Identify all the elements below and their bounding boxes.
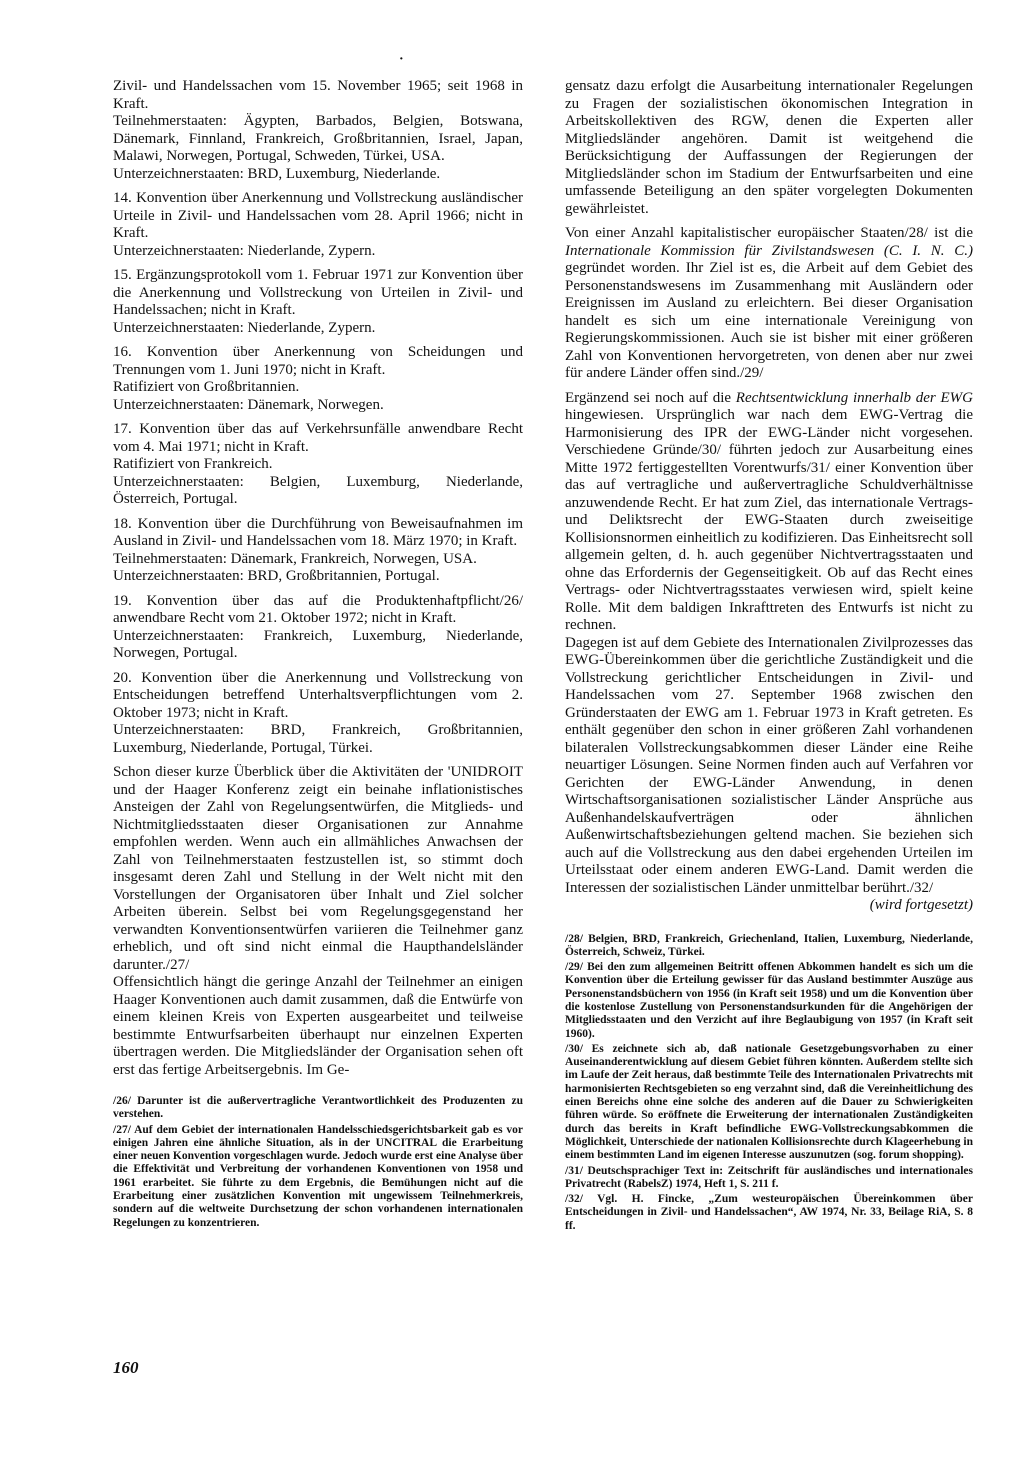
right-column [565, 78, 973, 1233]
footnote-28: /28/ Belgien, BRD, Frankreich, Griechenland, Italien, Luxemburg, Niederlande, Österreich, Schweiz, Türkei. [565, 932, 973, 958]
text-run: gegründet worden. Ihr Ziel ist es, die Arbeit auf dem Gebiet des Personenstandswesens im Zusammenhang mit Ausländern oder Ereignissen im Ausland zu erleichtern. Bei dieser Organisation handelt es sich um eine internationale Vereinigung von Regierungskommissionen. Auch sie ist bisher mit einer größeren Zahl von Konventionen hervorgetreten, von denen aber nur zwei für andere Länder offen sind./29/ [565, 260, 973, 381]
paragraph: Unterzeichnerstaaten: Dänemark, Norwegen. [113, 396, 384, 413]
continuation-note [565, 897, 973, 915]
footnote-32: /32/ Vgl. H. Fincke, „Zum westeuropäischen Übereinkommen über Entscheidungen in Zivil- und Handelssachen“, AW 1974, Nr. 33, Beilage RiA, S. 8 ff. [565, 1193, 973, 1232]
paragraph: Unterzeichnerstaaten: Niederlande, Zypern. [113, 319, 376, 336]
body-paragraph: Schon dieser kurze Überblick über die Aktivitäten der 'UNIDROIT und der Haager Konferenz zeigt ein beinahe inflationistisches Ansteigen der Zahl von Regelungsentwürfen, die Mitglieds- und Nichtmitgliedsstaaten dieser Organisationen zur Annahme empfohlen werden. Wenn auch ein allmähliches Anwachsen der Zahl von Teilnehmerstaaten festzustellen ist, so stimmt doch insgesamt deren Zahl und Stellung in der Welt nicht mit den Vorstellungen der Organisatoren über Inhalt und Ziel solcher Arbeiten überein. Selbst bei vom Regelungsgegenstand her verwandten Konventionsentwürfen variieren die Teilnehmer ganz erheblich, und oft sind nicht einmal die Haupthandelsländer darunter./27/ [113, 764, 523, 973]
convention-item-17: 17. Konvention über das auf Verkehrsunfälle anwendbare Recht vom 4. Mai 1971; nicht in Kraft. [113, 421, 523, 455]
text-run: Ergänzend sei noch auf die [565, 389, 736, 406]
footnote-27: /27/ Auf dem Gebiet der internationalen Handelsschiedsgerichtsbarkeit gab es vor einigen Jahren eine ähnliche Situation, als in der UNCITRAL die Erarbeitung einer neuen Konvention vorgeschlagen wurde. Jedoch wurde erst eine Analyse über die Effektivität und Verbreitung der vorhandenen Konventionen von 1958 und 1961 erarbeitet. Sie führte zu dem Ergebnis, die Bemühungen nicht auf die Erarbeitung einer zusätzlichen Konvention mit ungewissem Teilnehmerkreis, sondern auf die weltweite Durchsetzung der schon vorhandenen internationalen Regelungen zu konzentrieren. [113, 1123, 523, 1229]
paragraph: Zivil- und Handelssachen vom 15. November 1965; seit 1968 in Kraft. [113, 78, 523, 112]
paragraph: Teilnehmerstaaten: Ägypten, Barbados, Belgien, Botswana, Dänemark, Finnland, Frankreich, Großbritannien, Israel, Japan, Malawi, Norwegen, Portugal, Schweden, Türkei, USA. [113, 113, 523, 164]
continuation-text: (wird fortgesetzt) [869, 897, 973, 913]
body-paragraph [565, 390, 973, 635]
convention-item-14: 14. Konvention über Anerkennung und Vollstreckung ausländischer Urteile in Zivil- und Handelssachen vom 28. April 1966; nicht in Kraft. [113, 190, 523, 241]
paragraph: Unterzeichnerstaaten: Niederlande, Zypern. [113, 242, 376, 259]
page-number: 160 [113, 1358, 139, 1377]
footnote-30: /30/ Es zeichnete sich ab, daß nationale Gesetzgebungsvorhaben zu einer Auseinanderentwicklung auf diesem Gebiet führen könnten. Außerdem stellte sich im Laufe der Zeit heraus, daß bestimmte Teile des Internationalen Privatrechts mit harmonisierten Rechtsgebieten so eng verzahnt sind, daß die Vereinheitlichung des einen Bereichs ohne eine solche des anderen auf die Dauer zu Schwierigkeiten führen würde. So eröffnete die Erweiterung der internationalen Zuständigkeiten durch das bereits in Kraft befindliche EWG-Vollstreckungsabkommen die Möglichkeit, Unterschiede der nationalen Kollisionsrechte durch Klageerhebung in einem bestimmten Land im eigenen Interesse auszunutzen (sog. forum shopping). [565, 1042, 973, 1162]
convention-item-19: 19. Konvention über das auf die Produktenhaftpflicht/26/ anwendbare Recht vom 21. Oktober 1972; nicht in Kraft. [113, 592, 523, 626]
paragraph: Unterzeichnerstaaten: BRD, Großbritannien, Portugal. [113, 568, 440, 584]
footnote-29: /29/ Bei den zum allgemeinen Beitritt offenen Abkommen handelt es sich um die Konvention über die Erteilung gewisser für das Ausland bestimmter Auszüge aus Personenstandsbüchern von 1956 (in Kraft seit 1958) und um die Konvention über die kostenlose Zustellung von Personenstandsurkunden für die Angehörigen der Mitgliedsstaaten und den Verzicht auf ihre Beglaubigung von 1957 (in Kraft seit 1960). [565, 961, 973, 1040]
body-paragraph: Offensichtlich hängt die geringe Anzahl der Teilnehmer an einigen Haager Konventionen auch damit zusammen, daß die Entwürfe von einem kleinen Kreis von Experten ausgearbeitet und teilweise bestimmte Entwurfsarbeiten überhaupt nur einzelnen Experten übertragen werden. Die Mitgliedsländer der Organisation sehen oft erst das fertige Arbeitsergebnis. Im Ge- [113, 974, 523, 1078]
convention-item-16: 16. Konvention über Anerkennung von Scheidungen und Trennungen vom 1. Juni 1970; nicht in Kraft. [113, 344, 523, 378]
footnote-26: /26/ Darunter ist die außervertragliche Verantwortlichkeit des Produzenten zu verstehen. [113, 1095, 523, 1121]
paragraph: Teilnehmerstaaten: Dänemark, Frankreich, Norwegen, USA. [113, 550, 477, 567]
body-paragraph: gensatz dazu erfolgt die Ausarbeitung internationaler Regelungen zu Fragen der sozialistischen ökonomischen Integration in Arbeitskollektiven des RGW, denen die Experten aller Mitgliedsländer angehören. Damit ist weitgehend die Berücksichtigung der Auffassungen der Regierungen der Mitgliedsländer schon im Stadium der Entwurfsarbeiten und eine umfassende Beteiligung an den später vorgelegten Dokumenten gewährleistet. [565, 78, 973, 217]
top-mark: · [399, 52, 404, 67]
emphasis: Internationale Kommission für Zivilstandswesen (C. I. N. C.) [565, 242, 973, 259]
convention-item-15: 15. Ergänzungsprotokoll vom 1. Februar 1971 zur Konvention über die Anerkennung und Vollstreckung von Urteilen in Zivil- und Handelssachen; nicht in Kraft. [113, 267, 523, 318]
convention-item-20: 20. Konvention über die Anerkennung und Vollstreckung von Entscheidungen betreffend Unterhaltsverpflichtungen vom 2. Oktober 1973; nicht in Kraft. [113, 669, 523, 721]
footnote-31: /31/ Deutschsprachiger Text in: Zeitschrift für ausländisches und internationales Privatrecht (RabelsZ) 1974, Heft 1, S. 211 f. [565, 1164, 973, 1190]
paragraph: Unterzeichnerstaaten: BRD, Frankreich, Großbritannien, Luxemburg, Niederlande, Portugal, Türkei. [113, 722, 523, 756]
convention-item-18: 18. Konvention über die Durchführung von Beweisaufnahmen im Ausland in Zivil- und Handelssachen vom 18. März 1970; in Kraft. [113, 515, 523, 549]
paragraph: Ratifiziert von Großbritannien. [113, 379, 300, 395]
body-paragraph: Dagegen ist auf dem Gebiete des Internationalen Zivilprozesses das EWG-Übereinkommen über die gerichtliche Zuständigkeit und die Vollstreckung gerichtlicher Entscheidungen in Zivil- und Handelssachen vom 27. September 1968 zwischen den Gründerstaaten der EWG am 1. Februar 1973 in Kraft getreten. Es enthält gegenüber den schon in einer größeren Zahl vorhandenen bilateralen Vollstreckungsabkommen dieser Länder eine Reihe neuartiger Lösungen. Seine Normen finden auch auf Verfahren vor Gerichten der EWG-Länder Anwendung, in denen Wirtschaftsorganisationen sozialistischer Länder Ansprüche aus Außenhandelskaufverträgen oder ähnlichen Außenwirtschaftsbeziehungen geltend machen. Sie beziehen sich auch auf die Vollstreckung aus den dabei ergehenden Urteilen im Urteilsstaat oder einem anderen EWG-Land. Damit werden die Interessen der sozialistischen Länder unmittelbar berührt./32/ [565, 634, 973, 896]
paragraph: Ratifiziert von Frankreich. [113, 456, 273, 472]
left-column [113, 78, 523, 1230]
body-paragraph [565, 225, 973, 383]
emphasis: Rechtsentwicklung innerhalb der EWG [735, 389, 973, 406]
paragraph: Unterzeichnerstaaten: Frankreich, Luxemburg, Niederlande, Norwegen, Portugal. [113, 627, 523, 661]
paragraph: Unterzeichnerstaaten: Belgien, Luxemburg, Niederlande, Österreich, Portugal. [113, 473, 523, 507]
text-run: Von einer Anzahl kapitalistischer europäischer Staaten/28/ ist die [565, 225, 973, 241]
text-run: hingewiesen. Ursprünglich war nach dem EWG-Vertrag die Harmonisierung des IPR der EWG-Länder nicht vorgesehen. Verschiedene Gründe/30/ führten jedoch zur Ausarbeitung eines Mitte 1972 fertiggestellten Vorentwurfs/31/ einer Konvention über das auf vertragliche und außervertragliche Schuldverhältnisse anzuwendende Recht. Er hat zum Ziel, das internationale Vertrags- und Deliktsrecht der EWG-Staaten durch zweiseitige Kollisionsnormen einheitlich zu kodifizieren. Das Einheitsrecht soll allgemein gelten, d. h. auch gegenüber Nichtvertragsstaaten und ohne das Erfordernis der Gegenseitigkeit. Ob auf das Recht eines Vertrags- oder Nichtvertragsstaates verwiesen wird, spielt keine Rolle. Mit dem baldigen Inkrafttreten des Entwurfs ist nicht zu rechnen. [565, 407, 973, 633]
paragraph: Unterzeichnerstaaten: BRD, Luxemburg, Niederlande. [113, 165, 441, 182]
